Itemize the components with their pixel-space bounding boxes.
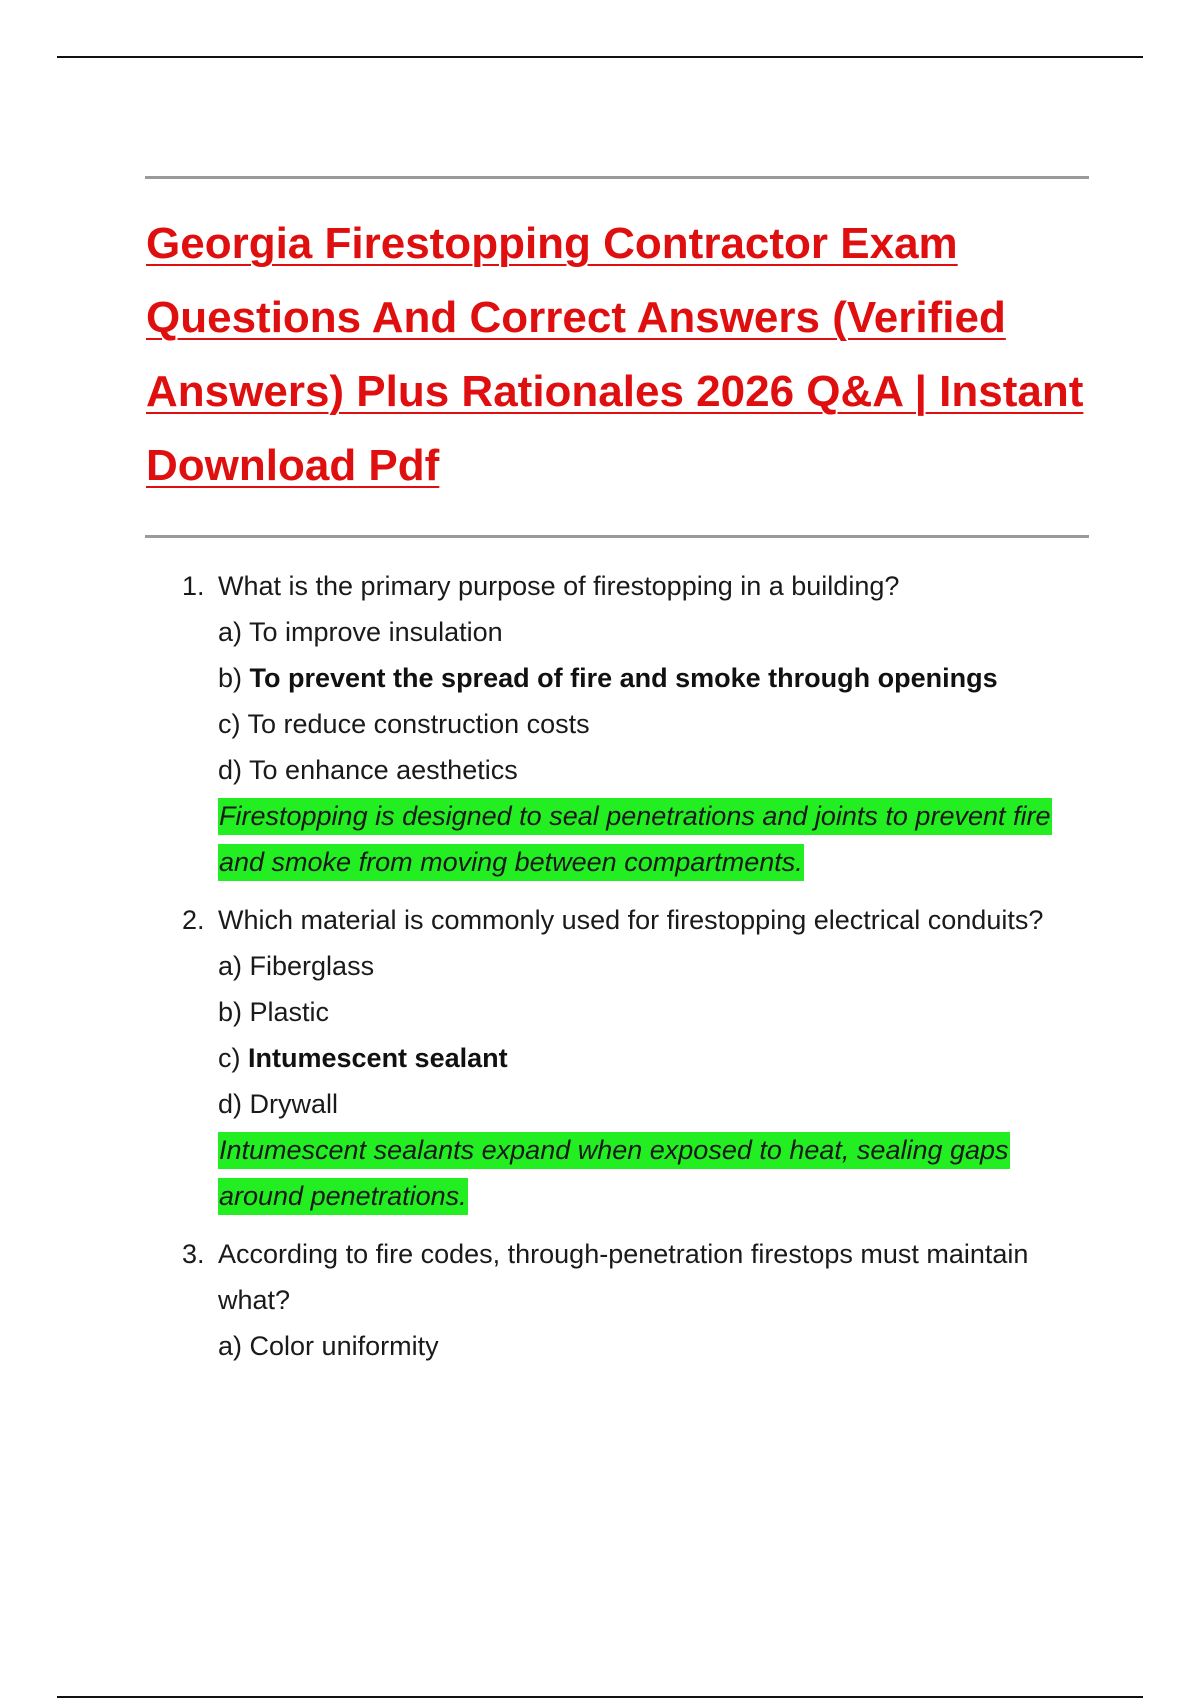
title-top-rule: [145, 176, 1089, 179]
question-list: [182, 563, 1082, 1381]
question-text: What is the primary purpose of firestopping in a building?: [218, 571, 900, 601]
question-text: Which material is commonly used for firestopping electrical conduits?: [218, 905, 1044, 935]
rationale-highlight: Intumescent sealants expand when exposed to heat, sealing gaps around penetrations.: [218, 1132, 1010, 1215]
title-bottom-rule: [145, 535, 1089, 538]
page-bottom-rule: [57, 1696, 1143, 1698]
page-top-rule: [57, 56, 1143, 58]
option-c-correct: c) Intumescent sealant: [218, 1043, 508, 1073]
option-d: d) To enhance aesthetics: [218, 755, 518, 785]
correct-answer: To prevent the spread of fire and smoke through openings: [249, 663, 998, 693]
option-a: a) Fiberglass: [218, 951, 375, 981]
question-3: [182, 1231, 1082, 1369]
question-2: [182, 897, 1082, 1219]
option-a: a) Color uniformity: [218, 1331, 439, 1361]
option-a: a) To improve insulation: [218, 617, 503, 647]
question-number: 2.: [182, 905, 205, 935]
question-number: 1.: [182, 571, 205, 601]
correct-answer: Intumescent sealant: [248, 1043, 508, 1073]
question-text: According to fire codes, through-penetration firestops must maintain what?: [218, 1239, 1029, 1315]
rationale-highlight: Firestopping is designed to seal penetrations and joints to prevent fire and smoke from moving between compartments.: [218, 798, 1052, 881]
question-number: 3.: [182, 1239, 205, 1269]
option-d: d) Drywall: [218, 1089, 339, 1119]
rationale: [218, 1127, 1082, 1219]
question-1: [182, 563, 1082, 885]
rationale: [218, 793, 1082, 885]
document-title: Georgia Firestopping Contractor Exam Questions And Correct Answers (Verified Answers) Plus Rationales 2026 Q&A | Instant Download Pdf: [146, 219, 1084, 490]
option-c: c) To reduce construction costs: [218, 709, 590, 739]
option-b: b) Plastic: [218, 997, 330, 1027]
option-b-correct: b) To prevent the spread of fire and smoke through openings: [218, 663, 998, 693]
